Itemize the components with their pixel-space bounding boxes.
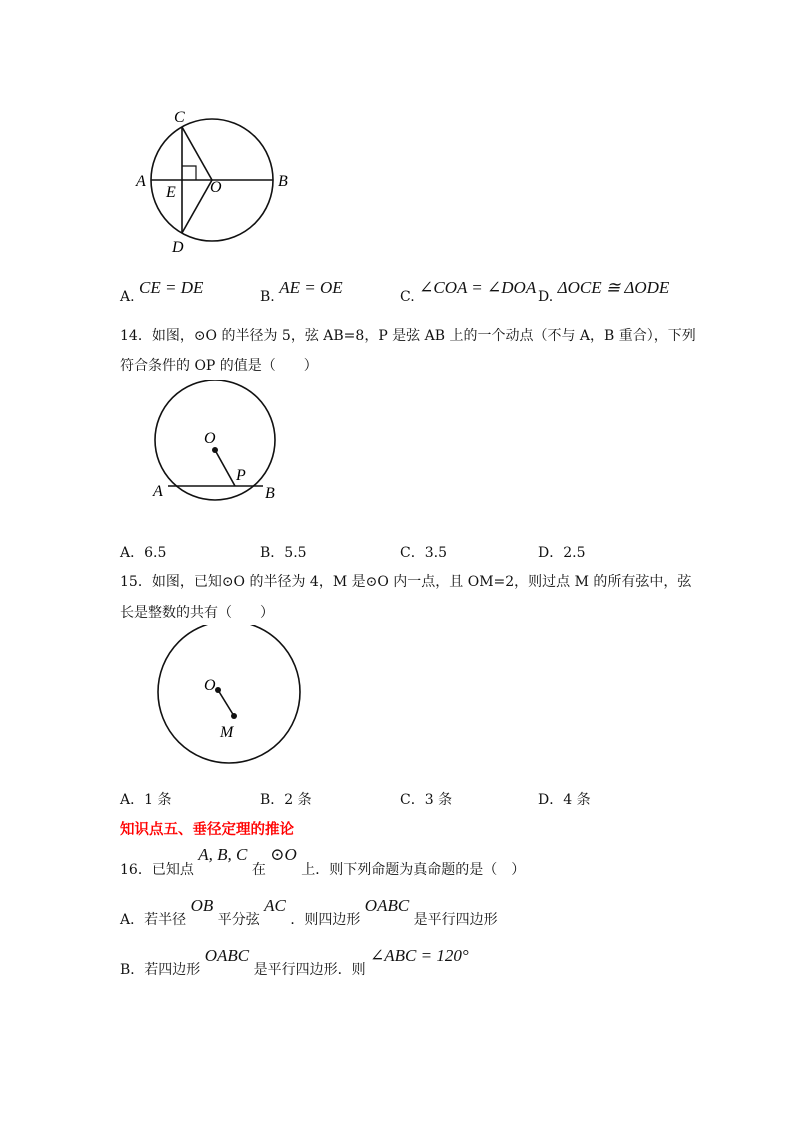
q15-point-m xyxy=(231,713,237,719)
q13-option-a-math: CE = DE xyxy=(139,278,204,297)
q15-option-d-value: 4 条 xyxy=(563,792,591,808)
q15-label-o: O xyxy=(204,677,216,694)
q14-label-a: A xyxy=(153,483,163,500)
q16-option-b-angle: ∠ABC = 120° xyxy=(370,946,469,965)
q16-option-b[interactable] xyxy=(120,946,469,978)
q15-segment-om xyxy=(218,690,234,716)
q16-suffix: 上．则下列命题为真命题的是（ ） xyxy=(301,862,526,878)
q13-option-d-letter: D. xyxy=(538,289,554,305)
q14-option-b-value: 5.5 xyxy=(284,545,307,561)
q15-option-c-letter: C． xyxy=(400,792,425,808)
q16-prefix: 16．已知点 xyxy=(120,862,194,878)
q15-stem-line2: 长是整数的共有（ ） xyxy=(120,605,274,621)
q16-option-a-radius: OB xyxy=(190,896,214,915)
q16-option-a[interactable] xyxy=(120,896,498,928)
q15-label-m: M xyxy=(220,724,234,741)
q16-stem xyxy=(120,845,526,878)
q16-option-b-is: 是平行四边形．则 xyxy=(253,962,366,978)
q15-option-a-value: 1 条 xyxy=(144,792,172,808)
q14-label-b: B xyxy=(265,485,275,502)
q16-option-a-chord: AC xyxy=(264,896,286,915)
q14-option-d-letter: D． xyxy=(538,545,564,561)
q13-option-a[interactable] xyxy=(120,278,204,305)
q14-stem-line2: 符合条件的 OP 的值是（ ） xyxy=(120,358,318,374)
q15-figure xyxy=(150,625,310,770)
q13-option-c-math: ∠COA = ∠DOA xyxy=(419,278,537,297)
section-heading: 知识点五、垂径定理的推论 xyxy=(120,821,294,838)
q16-option-b-quad: OABC xyxy=(204,946,250,965)
q16-option-a-result: 是平行四边形 xyxy=(413,912,498,928)
q15-option-b[interactable] xyxy=(260,789,312,809)
q15-option-b-value: 2 条 xyxy=(284,792,312,808)
q15-point-o xyxy=(215,687,221,693)
q14-option-c-value: 3.5 xyxy=(424,545,447,561)
q15-stem-line1: 15．如图，已知⊙O 的半径为 4，M 是⊙O 内一点，且 OM=2，则过点 M 的所有弦中，弦 xyxy=(120,574,692,590)
q13-right-angle-mark xyxy=(182,166,196,180)
q15-option-c-value: 3 条 xyxy=(424,792,453,808)
q13-label-d: D xyxy=(172,239,184,256)
q13-label-c: C xyxy=(174,109,185,126)
q14-option-d[interactable] xyxy=(538,542,586,562)
q15-option-b-letter: B． xyxy=(260,792,285,808)
q14-option-a[interactable] xyxy=(120,542,166,562)
q14-option-b[interactable] xyxy=(260,542,307,562)
q14-label-p: P xyxy=(236,467,246,484)
q13-option-b-letter: B. xyxy=(260,289,275,305)
q14-segment-op xyxy=(215,450,235,486)
q15-option-a[interactable] xyxy=(120,789,171,809)
q15-option-d[interactable] xyxy=(538,789,591,809)
q16-points: A, B, C xyxy=(198,845,248,864)
q15-circle xyxy=(158,625,300,763)
q14-option-d-value: 2.5 xyxy=(563,545,586,561)
q14-option-a-letter: A． xyxy=(120,545,145,561)
q16-option-a-then: ．则四边形 xyxy=(290,912,361,928)
q13-label-b: B xyxy=(278,173,288,190)
q13-figure xyxy=(130,100,310,260)
q13-segment-od xyxy=(182,180,212,233)
q14-option-a-value: 6.5 xyxy=(144,545,167,561)
q13-option-c-letter: C. xyxy=(400,289,415,305)
q14-stem-line1: 14．如图，⊙O 的半径为 5，弦 AB=8，P 是弦 AB 上的一个动点（不与 A，B 重合），下列 xyxy=(120,328,696,344)
q13-option-d-math: ΔOCE ≅ ΔODE xyxy=(557,278,670,297)
q13-option-b[interactable] xyxy=(260,278,343,305)
q15-option-c[interactable] xyxy=(400,789,452,809)
q13-option-b-math: AE = OE xyxy=(279,278,343,297)
q16-option-a-quad: OABC xyxy=(364,896,410,915)
q15-option-a-letter: A． xyxy=(120,792,145,808)
q14-label-o: O xyxy=(204,430,216,447)
q16-on: 在 xyxy=(251,862,266,878)
q14-figure xyxy=(145,380,295,505)
q13-label-o: O xyxy=(210,179,222,196)
q13-option-c[interactable] xyxy=(400,278,537,305)
q14-point-o xyxy=(212,447,218,453)
q16-option-b-letter: B．若四边形 xyxy=(120,962,201,978)
q15-option-d-letter: D． xyxy=(538,792,564,808)
q16-option-a-letter: A．若半径 xyxy=(120,912,187,928)
q16-option-a-bisects: 平分弦 xyxy=(217,912,260,928)
q14-option-b-letter: B． xyxy=(260,545,285,561)
q14-option-c-letter: C． xyxy=(400,545,425,561)
q14-option-c[interactable] xyxy=(400,542,447,562)
q13-label-e: E xyxy=(166,184,176,201)
q13-option-d[interactable] xyxy=(538,278,670,305)
q13-segment-oc xyxy=(182,127,212,180)
q13-option-a-letter: A. xyxy=(120,289,135,305)
q13-label-a: A xyxy=(136,173,146,190)
q16-circle: ⊙O xyxy=(270,845,297,864)
